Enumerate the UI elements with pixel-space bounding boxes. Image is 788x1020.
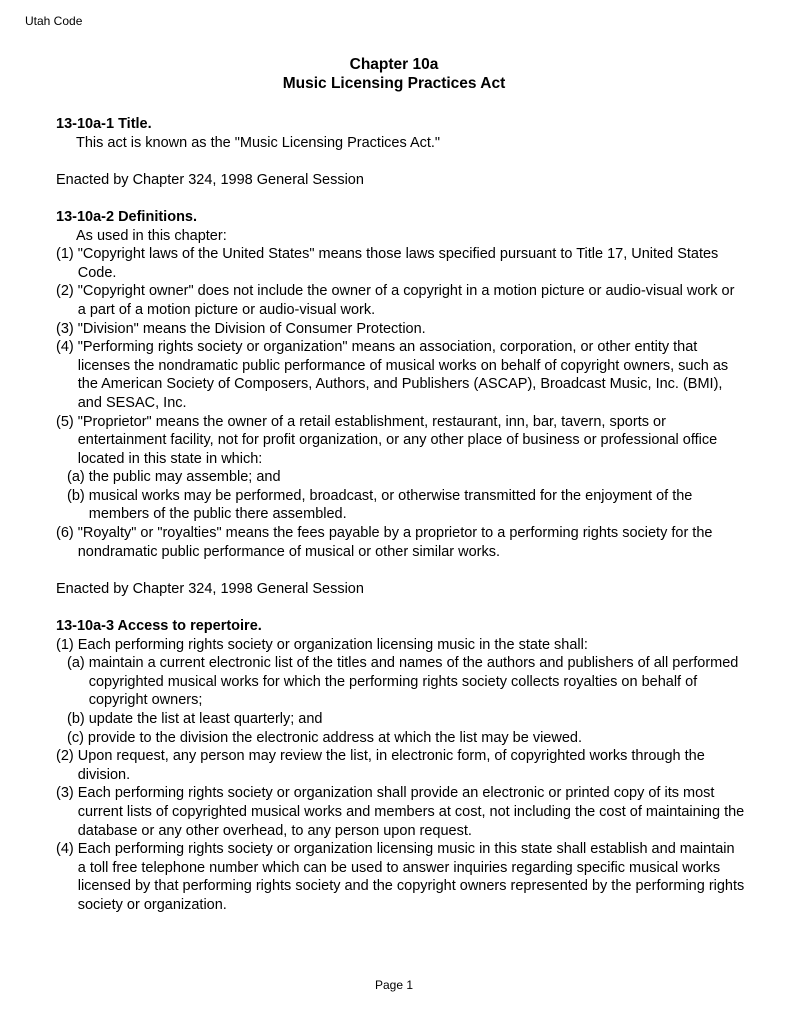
list-item xyxy=(56,245,746,282)
running-header: Utah Code xyxy=(25,14,83,28)
section-heading: 13-10a-3 Access to repertoire. xyxy=(56,618,262,635)
item-text: Upon request, any person may review the list, in electronic form, of copyrighted works through the division. xyxy=(77,748,705,783)
item-text: "Division" means the Division of Consumer Protection. xyxy=(77,320,426,337)
item-label: (3) xyxy=(56,785,74,802)
item-text: "Copyright owner" does not include the owner of a copyright in a motion picture or audio-visual work or a part of a motion picture or audio-visual work. xyxy=(77,283,735,318)
item-label: (3) xyxy=(56,320,74,337)
sub-list-item xyxy=(56,729,746,748)
item-text: update the list at least quarterly; and xyxy=(88,711,323,727)
item-label: (6) xyxy=(56,525,74,542)
chapter-title-block xyxy=(0,55,788,93)
item-label: (1) xyxy=(56,246,74,263)
sub-list-item xyxy=(56,654,746,710)
list-item xyxy=(56,338,746,412)
item-text: Each performing rights society or organization licensing music in the state shall: xyxy=(77,636,588,653)
document-body xyxy=(56,115,746,915)
item-text: maintain a current electronic list of the titles and names of the authors and publishers of all performed copyrighted musical works for which the performing rights society collects royalties on behalf of copyright owners; xyxy=(88,655,739,709)
item-label: (b) xyxy=(67,711,85,727)
section-heading: 13-10a-2 Definitions. xyxy=(56,208,198,225)
item-label: (4) xyxy=(56,339,74,356)
page-number: Page 1 xyxy=(374,978,414,992)
item-label: (c) xyxy=(67,729,84,746)
sub-list-item xyxy=(56,487,746,524)
item-label: (5) xyxy=(56,413,74,430)
item-text: musical works may be performed, broadcast, or otherwise transmitted for the enjoyment of the members of the public there assembled. xyxy=(88,487,693,523)
item-label: (a) xyxy=(67,469,85,486)
list-item xyxy=(56,524,746,561)
enacted-note: Enacted by Chapter 324, 1998 General Session xyxy=(56,580,364,597)
item-text: "Copyright laws of the United States" means those laws specified pursuant to Title 17, United States Code. xyxy=(77,246,719,281)
list-item xyxy=(56,784,746,840)
section-intro: As used in this chapter: xyxy=(76,227,227,244)
item-text: "Royalty" or "royalties" means the fees payable by a proprietor to a performing rights society for the nondramatic public performance of musical or other similar works. xyxy=(77,525,713,560)
item-text: "Performing rights society or organization" means an association, corporation, or other entity that licenses the nondramatic public performance of musical works on behalf of copyright owners, such as the American Society of Composers, Authors, and Publishers (ASCAP), Broadcast Music, Inc. (BMI), and SESAC, Inc. xyxy=(77,339,729,411)
enacted-note: Enacted by Chapter 324, 1998 General Session xyxy=(56,171,364,188)
item-label: (2) xyxy=(56,748,74,765)
list-item xyxy=(56,636,746,655)
sub-list-item xyxy=(56,710,746,729)
item-label: (2) xyxy=(56,283,74,300)
item-text: "Proprietor" means the owner of a retail establishment, restaurant, inn, bar, tavern, sports or entertainment facility, not for profit organization, or any other place of business or professional office located in this state in which: xyxy=(77,413,718,467)
item-label: (1) xyxy=(56,636,74,653)
item-text: the public may assemble; and xyxy=(88,469,281,486)
list-item xyxy=(56,282,746,319)
item-label: (a) xyxy=(67,655,85,672)
item-text: Each performing rights society or organization shall provide an electronic or printed copy of its most current lists of copyrighted musical works and members at cost, not including the cost of maintaining the database or any other overhead, to any person upon request. xyxy=(77,785,745,839)
list-item xyxy=(56,320,746,339)
item-label: (b) xyxy=(67,487,85,504)
item-text: provide to the division the electronic address at which the list may be viewed. xyxy=(87,729,582,746)
chapter-name: Music Licensing Practices Act xyxy=(282,75,506,92)
section-intro: This act is known as the "Music Licensing Practices Act." xyxy=(76,134,441,151)
sub-list-item xyxy=(56,468,746,487)
section-heading: 13-10a-1 Title. xyxy=(56,116,152,132)
list-item xyxy=(56,747,746,784)
list-item xyxy=(56,840,746,914)
item-label: (4) xyxy=(56,841,74,858)
chapter-number: Chapter 10a xyxy=(349,56,439,73)
list-item xyxy=(56,413,746,469)
item-text: Each performing rights society or organization licensing music in this state shall establish and maintain a toll free telephone number which can be used to answer inquiries regarding specific musical works licensed by that performing rights society and the copyright owners represented by the performing rights society or organization. xyxy=(77,841,745,913)
